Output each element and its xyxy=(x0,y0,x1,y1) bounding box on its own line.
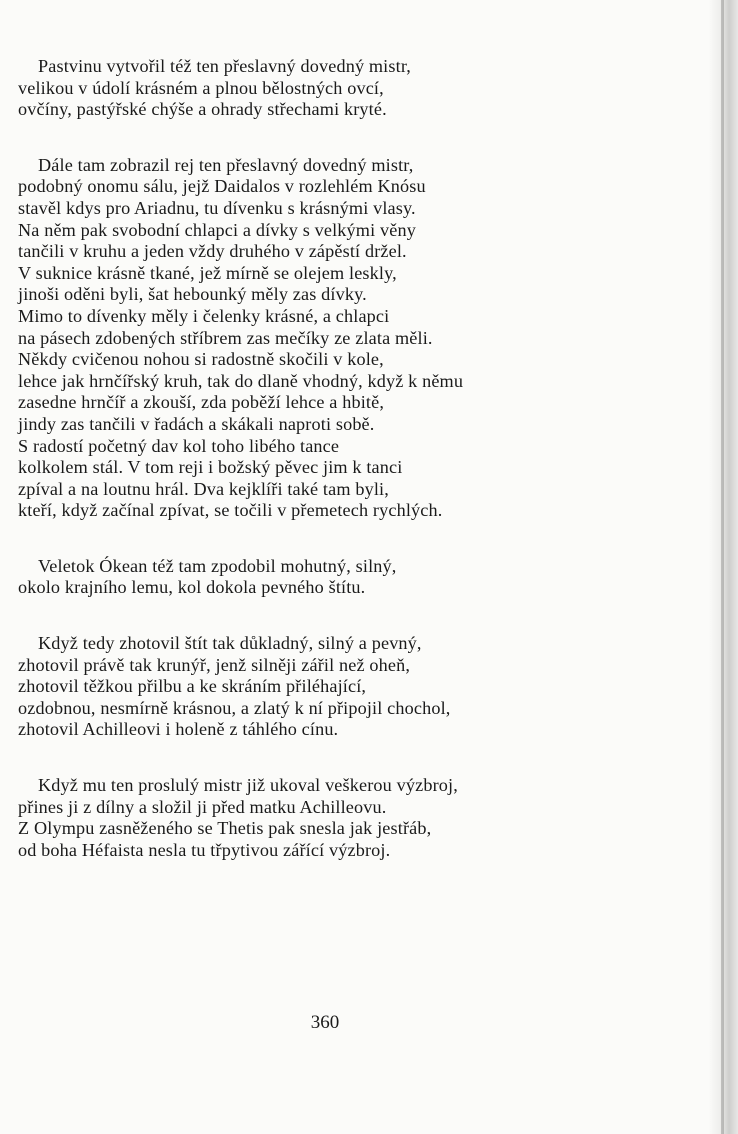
verse-line: podobný onomu sálu, jejž Daidalos v rozlehlém Knósu xyxy=(18,176,426,197)
stanza xyxy=(18,633,578,741)
verse-line: Mimo to dívenky měly i čelenky krásné, a chlapci xyxy=(18,305,390,326)
verse-line: kteří, když začínal zpívat, se točili v přemetech rychlých. xyxy=(18,500,443,521)
verse-line: S radostí početný dav kol toho libého tance xyxy=(18,435,340,456)
verse-line: stavěl kdys pro Ariadnu, tu dívenku s krásnými vlasy. xyxy=(18,197,416,218)
verse-line: přines ji z dílny a složil ji před matku Achilleovu. xyxy=(18,796,387,817)
stanza xyxy=(18,155,578,522)
verse-line: Z Olympu zasněženého se Thetis pak snesla jak jestřáb, xyxy=(18,818,432,839)
verse-line: od boha Héfaista nesla tu třpytivou zářící výzbroj. xyxy=(18,839,391,860)
verse-line: Na něm pak svobodní chlapci a dívky s velkými věny xyxy=(18,219,416,240)
verse-line: Když tedy zhotovil štít tak důkladný, silný a pevný, xyxy=(38,633,422,654)
verse-line: ozdobnou, nesmírně krásnou, a zlatý k ní připojil chochol, xyxy=(18,697,451,718)
verse-line: na pásech zdobených stříbrem zas mečíky ze zlata měli. xyxy=(18,327,433,348)
stanza xyxy=(18,775,578,861)
verse-line: zhotovil těžkou přilbu a ke skráním přiléhající, xyxy=(18,676,367,697)
verse-line: kolkolem stál. V tom reji i božský pěvec jim k tanci xyxy=(18,457,403,478)
verse-line: jinoši oděni byli, šat hebounký měly zas dívky. xyxy=(18,284,367,305)
verse-line: zhotovil právě tak krunýř, jenž silněji zářil než oheň, xyxy=(18,654,411,675)
verse-line: Když mu ten proslulý mistr již ukoval veškerou výzbroj, xyxy=(38,775,458,796)
verse-line: V suknice krásně tkané, jež mírně se olejem leskly, xyxy=(18,262,397,283)
verse-line: Někdy cvičenou nohou si radostně skočili v kole, xyxy=(18,349,384,370)
verse-line: zhotovil Achilleovi i holeně z táhlého cínu. xyxy=(18,719,339,740)
verse-line: tančili v kruhu a jeden vždy druhého v zápěstí držel. xyxy=(18,241,407,262)
stanza xyxy=(18,556,578,599)
page-binding-edge xyxy=(721,0,724,1134)
verse-line: ovčíny, pastýřské chýše a ohrady střechami kryté. xyxy=(18,99,387,120)
verse-line: okolo krajního lemu, kol dokola pevného štítu. xyxy=(18,577,366,598)
verse-line: Dále tam zobrazil rej ten přeslavný dovedný mistr, xyxy=(38,154,414,175)
page-number: 360 xyxy=(310,1012,340,1033)
verse-line: lehce jak hrnčířský kruh, tak do dlaně vhodný, když k němu xyxy=(18,370,464,391)
verse-line: velikou v údolí krásném a plnou bělostných ovcí, xyxy=(18,77,384,98)
poem-text xyxy=(18,56,578,895)
verse-line: Veletok Ókean též tam zpodobil mohutný, silný, xyxy=(38,555,397,576)
verse-line: zpíval a na loutnu hrál. Dva kejklíři také tam byli, xyxy=(18,478,389,499)
verse-line: jindy zas tančili v řadách a skákali naproti sobě. xyxy=(18,413,375,434)
verse-line: zasedne hrnčíř a zkouší, zda poběží lehce a hbitě, xyxy=(18,392,385,413)
verse-line: Pastvinu vytvořil též ten přeslavný dovedný mistr, xyxy=(38,56,411,76)
stanza xyxy=(18,56,578,121)
